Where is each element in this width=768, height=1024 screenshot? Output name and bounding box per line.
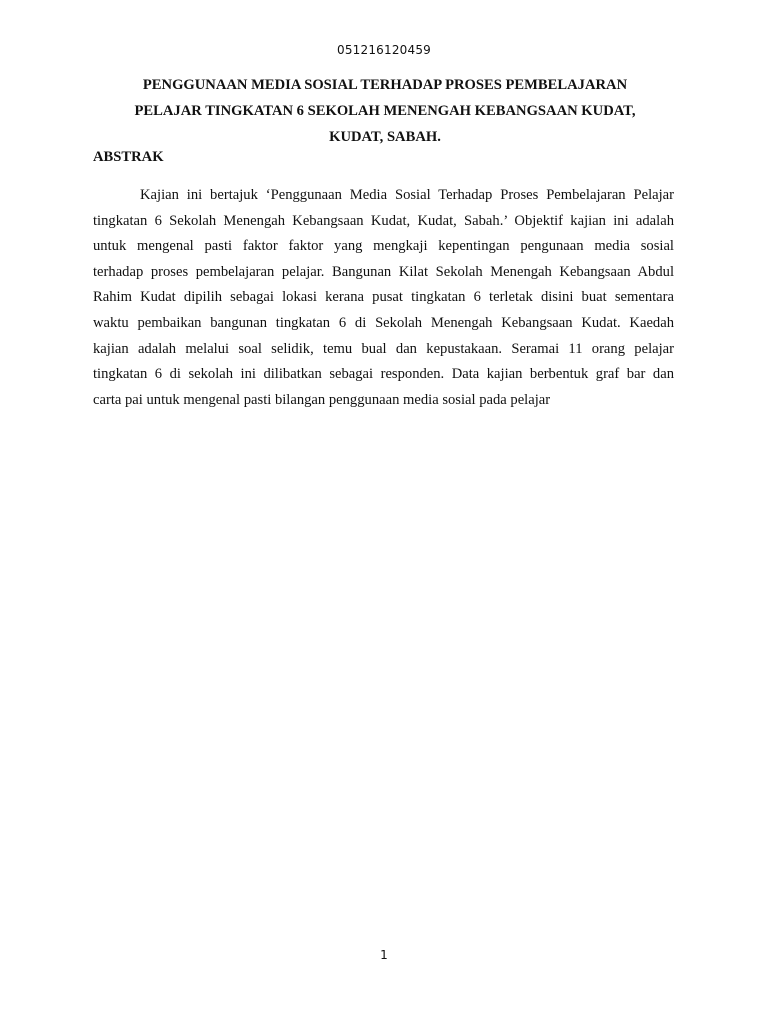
title-line: PENGGUNAAN MEDIA SOSIAL TERHADAP PROSES PEMBELAJARAN (142, 77, 628, 93)
abstract-line: waktu pembaikan bangunan tingkatan 6 di Sekolah Menengah Kebangsaan Kudat. Kaedah (93, 314, 674, 331)
abstract-heading: ABSTRAK (93, 149, 164, 165)
abstract-line: Rahim Kudat dipilih sebagai lokasi kerana pusat tingkatan 6 terletak disini buat sementara (93, 289, 674, 306)
abstract-line: terhadap proses pembelajaran pelajar. Bangunan Kilat Sekolah Menengah Kebangsaan Abdul (93, 263, 674, 280)
abstract-line: untuk mengenal pasti faktor faktor yang mengkaji kepentingan pengunaan media sosial (93, 238, 674, 255)
document-id: 051216120459 (336, 43, 432, 57)
title-line: PELAJAR TINGKATAN 6 SEKOLAH MENENGAH KEBANGSAAN KUDAT, (134, 103, 636, 119)
abstract-line: tingkatan 6 di sekolah ini dilibatkan sebagai responden. Data kajian berbentuk graf bar dan (93, 366, 674, 383)
page-number: 1 (380, 948, 388, 962)
abstract-line: tingkatan 6 Sekolah Menengah Kebangsaan Kudat, Kudat, Sabah.’ Objektif kajian ini adalah (93, 212, 674, 229)
abstract-line: Kajian ini bertajuk ‘Penggunaan Media Sosial Terhadap Proses Pembelajaran Pelajar (140, 187, 674, 203)
document-title (95, 72, 675, 150)
title-line: KUDAT, SABAH. (329, 129, 441, 145)
abstract-paragraph (93, 183, 674, 413)
abstract-line: kajian adalah melalui soal selidik, temu bual dan kepustakaan. Seramai 11 orang pelajar (93, 340, 674, 357)
abstract-line: carta pai untuk mengenal pasti bilangan penggunaan media sosial pada pelajar (93, 391, 551, 408)
